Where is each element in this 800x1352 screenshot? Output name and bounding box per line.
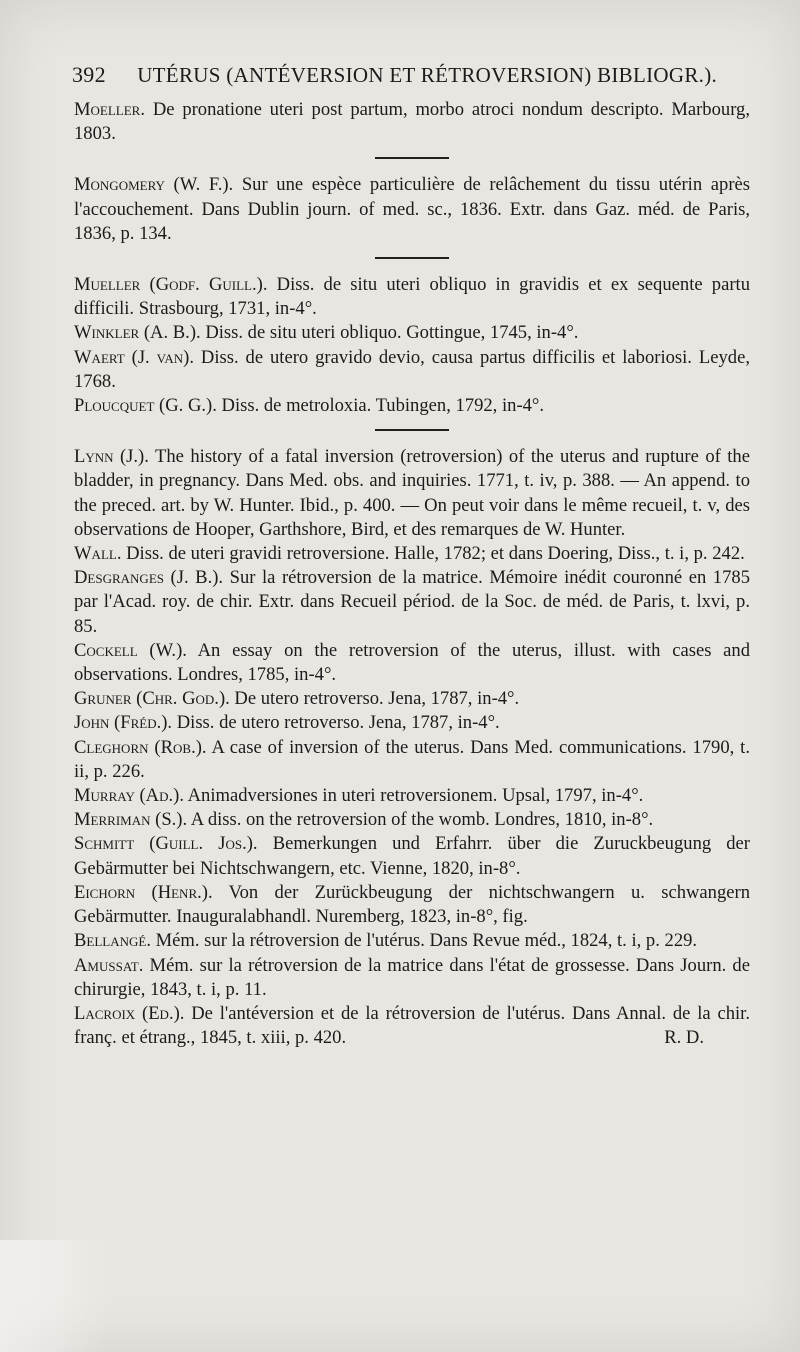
bib-author: Eichorn (Henr.). [74, 881, 213, 903]
bib-text: Diss. de uteri gravidi retroversione. Halle, 1782; et dans Doering, Diss., t. i, p. 242. [121, 543, 745, 565]
bib-entry [74, 173, 750, 246]
bibliography [74, 98, 750, 1050]
bib-entry [74, 542, 750, 566]
bib-text: An essay on the retroversion of the uterus, illust. with cases and observations. Londres, 1785, in-4°. [74, 639, 751, 686]
bib-author: Murray (Ad.). [74, 785, 184, 807]
section-rule [375, 429, 449, 431]
bib-entry [74, 445, 750, 542]
bib-entry [74, 808, 750, 832]
bib-entry [74, 321, 750, 345]
bib-author: Mueller (Godf. Guill.). [74, 274, 268, 296]
bib-text: Diss. de situ uteri obliquo in gravidis et ex sequente partu difficili. Strasbourg, 1731, in-4°. [74, 274, 750, 320]
bib-entry [74, 687, 750, 711]
bib-entry [74, 711, 750, 735]
bib-entry [74, 881, 750, 929]
bib-text: Sur la rétroversion de la matrice. Mémoire inédit couronné en 1785 par l'Acad. roy. de chir. Extr. dans Recueil périod. de la Soc. de méd. de Paris, t. lxvi, p. 85. [74, 567, 750, 637]
bib-author: Schmitt (Guill. Jos.). [74, 833, 258, 855]
bib-text: Sur une espèce particulière de relâchement du tissu utérin après l'accouchement. Dans Dublin journ. of med. sc., 1836. Extr. dans Gaz. méd. de Paris, 1836, p. 134. [74, 174, 751, 244]
bib-author: Lynn (J.). [74, 446, 149, 468]
bib-text: Diss. de metroloxia. Tubingen, 1792, in-4°. [216, 395, 545, 417]
bib-author: Winkler (A. B.). [74, 322, 201, 344]
bib-entry [74, 98, 750, 146]
bib-text: Von der Zurückbeugung der nichtschwangern u. schwangern Gebärmutter. Inauguralabhandl. Nuremberg, 1823, in-8°, fig. [74, 881, 751, 928]
bib-entry [74, 832, 750, 880]
running-header [72, 62, 732, 88]
bib-text: Mém. sur la rétroversion de la matrice dans l'état de grossesse. Dans Journ. de chirurgie, 1843, t. i, p. 11. [74, 954, 750, 1000]
bib-author: John (Fréd.). [74, 712, 173, 734]
bib-author: Ploucquet (G. G.). [74, 395, 217, 417]
bib-author: Bellangé. [74, 930, 151, 952]
bib-text: De l'antéversion et de la rétroversion de l'utérus. Dans Annal. de la chir. franç. et étrang., 1845, t. xiii, p. 420. [74, 1002, 750, 1049]
bib-text: Bemerkungen und Erfahrr. über die Zuruckbeugung der Gebärmutter bei Nichtschwangern, etc. Vienne, 1820, in-8°. [74, 833, 751, 879]
bib-entry [74, 394, 750, 418]
bib-text: De pronatione uteri post partum, morbo atroci nondum descripto. Marbourg, 1803. [74, 99, 750, 145]
bib-entry [74, 929, 750, 953]
bib-author: Wall. [74, 543, 122, 565]
bib-author: Desgranges (J. B.). [74, 567, 224, 589]
bib-entry [74, 1002, 750, 1050]
bib-text: Animadversiones in uteri retroversionem. Upsal, 1797, in-4°. [184, 785, 644, 807]
section-rule [375, 257, 449, 259]
author-signature: R. D. [664, 1027, 704, 1049]
bib-entry [74, 273, 750, 321]
bib-text: De utero retroverso. Jena, 1787, in-4°. [229, 688, 520, 710]
bib-author: Mongomery (W. F.). [74, 174, 234, 196]
running-title: UTÉRUS (ANTÉVERSION ET RÉTROVERSION) BIBLIOGR.). [137, 63, 718, 87]
bib-entry [74, 566, 750, 639]
bib-text: Diss. de utero retroverso. Jena, 1787, in-4°. [172, 712, 500, 734]
bib-author: Cockell (W.). [74, 639, 187, 661]
bib-entry [74, 346, 750, 394]
bib-text: Mém. sur la rétroversion de l'utérus. Dans Revue méd., 1824, t. i, p. 229. [150, 930, 698, 952]
bib-entry [74, 954, 750, 1002]
bib-text: A diss. on the retroversion of the womb. Londres, 1810, in-8°. [187, 809, 654, 831]
bib-text: The history of a fatal inversion (retroversion) of the uterus and rupture of the bladder, in pregnancy. Dans Med. obs. and inquiries. 1771, t. iv, p. 388. — An append. to the preced. art. by W. Hunter. Ibid., p. 400. — On peut voir dans le même recueil, t. v, des observations de Hooper, Garthshore, Bird, et des remarques de W. Hunter. [74, 446, 750, 540]
bib-author: Moeller. [74, 99, 146, 120]
bib-author: Lacroix (Ed.). [74, 1002, 185, 1024]
bib-text: Diss. de utero gravido devio, causa partus difficilis et laboriosi. Leyde, 1768. [74, 346, 750, 392]
bib-author: Amussat. [74, 954, 144, 976]
bib-author: Waert (J. van). [74, 346, 194, 368]
bib-entry [74, 784, 750, 808]
page-number: 392 [72, 62, 106, 87]
paper-smudge [0, 1240, 110, 1352]
bib-author: Merriman (S.). [74, 809, 188, 831]
bib-entry [74, 736, 750, 784]
bib-author: Cleghorn (Rob.). [74, 736, 207, 758]
bib-author: Gruner (Chr. God.). [74, 688, 230, 710]
section-rule [375, 157, 449, 159]
bib-text: A case of inversion of the uterus. Dans Med. communications. 1790, t. ii, p. 226. [74, 736, 750, 782]
bib-entry [74, 639, 750, 687]
bib-text: Diss. de situ uteri obliquo. Gottingue, 1745, in-4°. [200, 322, 579, 344]
